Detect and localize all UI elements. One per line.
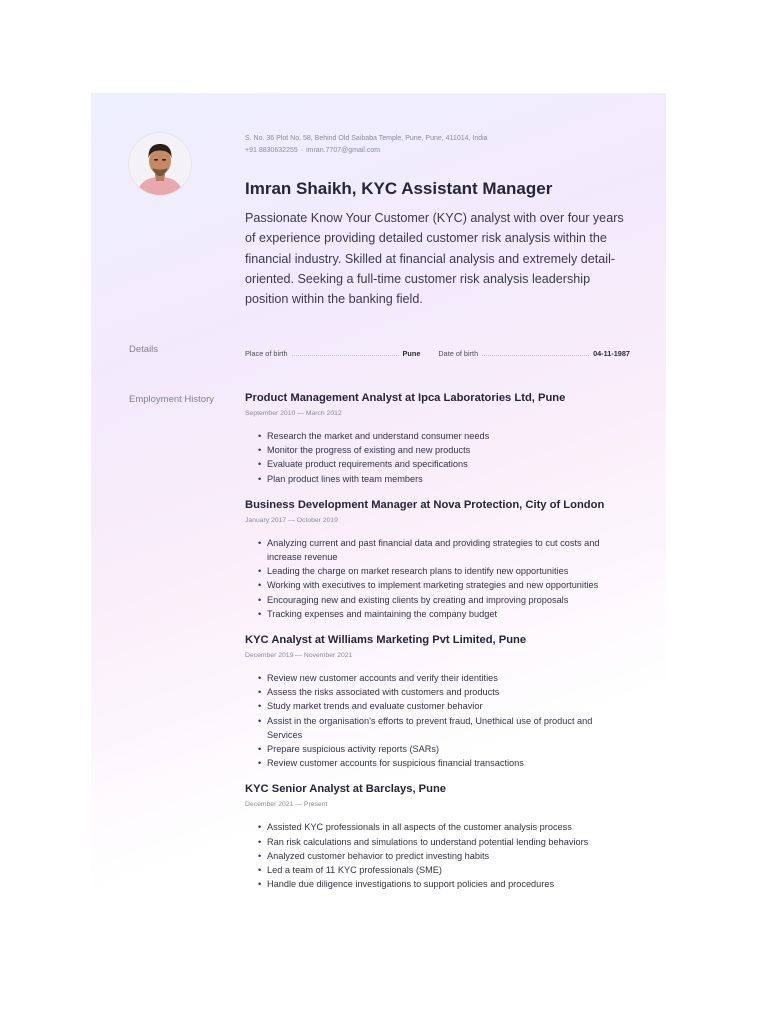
job-title: KYC Senior Analyst at Barclays, Pune bbox=[245, 783, 447, 796]
job-duties bbox=[245, 671, 630, 770]
dotted-leader bbox=[292, 355, 399, 356]
profile-photo bbox=[129, 133, 191, 195]
job-duties bbox=[245, 820, 630, 891]
contact-info bbox=[245, 133, 488, 157]
job-entry bbox=[245, 783, 630, 891]
job-duty: • Leading the charge on market research plans to identify new opportunities bbox=[258, 564, 630, 578]
date-of-birth-label: Date of birth bbox=[438, 349, 479, 358]
employment-list bbox=[245, 392, 630, 891]
job-title: KYC Analyst at Williams Marketing Pvt Limited, Pune bbox=[245, 634, 527, 647]
job-duty: • Assisted KYC professionals in all aspects of the customer analysis process bbox=[258, 820, 630, 834]
job-duty: • Analyzing current and past financial data and providing strategies to cut costs and increase revenue bbox=[258, 536, 630, 564]
job-dates: December 2021 — Present bbox=[245, 801, 328, 809]
date-of-birth-value: 04-11-1987 bbox=[593, 349, 630, 358]
contact-separator: · bbox=[300, 147, 304, 154]
job-entry bbox=[245, 634, 630, 770]
job-duties bbox=[245, 429, 630, 486]
job-duties bbox=[245, 536, 630, 621]
job-duty: • Assess the risks associated with customers and products bbox=[258, 685, 630, 699]
job-entry bbox=[245, 499, 630, 621]
job-duty: • Review new customer accounts and verify their identities bbox=[258, 671, 630, 685]
job-duty: • Research the market and understand consumer needs bbox=[258, 429, 630, 443]
job-dates: December 2019 — November 2021 bbox=[245, 652, 353, 660]
job-title: Product Management Analyst at Ipca Laboratories Ltd, Pune bbox=[245, 392, 566, 404]
job-title: Business Development Manager at Nova Protection, City of London bbox=[245, 498, 605, 511]
job-duty: • Analyzed customer behavior to predict investing habits bbox=[258, 849, 630, 863]
details-section-label: Details bbox=[129, 344, 159, 355]
job-duty: • Review customer accounts for suspicious financial transactions bbox=[258, 756, 630, 770]
name-title: Imran Shaikh, KYC Assistant Manager bbox=[245, 179, 553, 198]
details-row bbox=[245, 346, 630, 358]
job-duty: • Tracking expenses and maintaining the company budget bbox=[258, 607, 630, 621]
job-duty: • Assist in the organisation's efforts to prevent fraud, Unethical use of product and Services bbox=[258, 714, 630, 742]
job-duty: • Monitor the progress of existing and new products bbox=[258, 443, 630, 457]
resume-page bbox=[91, 93, 666, 913]
job-duty: • Handle due diligence investigations to support policies and procedures bbox=[258, 877, 630, 891]
job-duty: • Evaluate product requirements and specifications bbox=[258, 457, 630, 471]
place-of-birth-label: Place of birth bbox=[245, 349, 288, 358]
email-text: imran.7707@gmail.com bbox=[306, 147, 381, 154]
place-of-birth-value: Pune bbox=[402, 349, 421, 358]
job-duty: • Ran risk calculations and simulations to understand potential lending behaviors bbox=[258, 835, 630, 849]
phone-text: +91 8830632255 bbox=[245, 147, 298, 154]
job-duty: • Plan product lines with team members bbox=[258, 472, 630, 486]
job-duty: • Working with executives to implement marketing strategies and new opportunities bbox=[258, 578, 630, 592]
address-text: S. No. 36 Plot No. 58, Behind Old Saibaba Temple, Pune, Pune, 411014, India bbox=[245, 135, 488, 142]
profile-summary: Passionate Know Your Customer (KYC) analyst with over four years of experience providing detailed customer risk analysis within the financial industry. Skilled at financial analysis and extremely detail-oriented. Seeking a full-time customer risk analysis leadership position within the banking field. bbox=[245, 211, 624, 307]
job-dates: January 2017 — October 2019 bbox=[245, 516, 338, 524]
job-dates: September 2010 — March 2012 bbox=[245, 410, 342, 417]
person-photo-icon bbox=[129, 133, 191, 195]
job-duty: • Led a team of 11 KYC professionals (SME) bbox=[258, 863, 630, 877]
job-duty: • Prepare suspicious activity reports (SARs) bbox=[258, 742, 630, 756]
dotted-leader bbox=[482, 355, 589, 356]
job-entry bbox=[245, 392, 630, 486]
employment-section-label: Employment History bbox=[129, 394, 214, 405]
job-duty: • Study market trends and evaluate customer behavior bbox=[258, 699, 630, 713]
job-duty: • Encouraging new and existing clients by creating and improving proposals bbox=[258, 593, 630, 607]
